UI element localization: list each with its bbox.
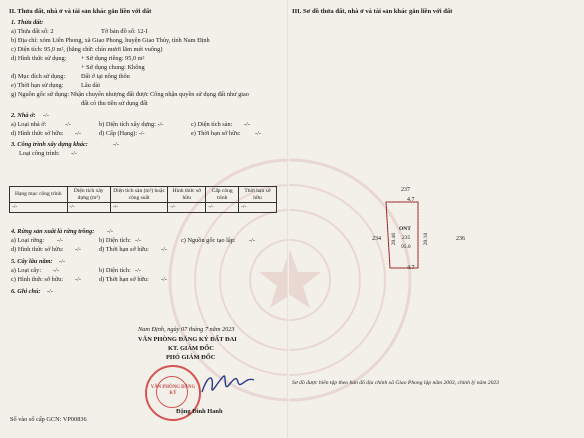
neighbor-west: 234 [372,236,381,242]
origin-line-1: g) Nguồn gốc sử dụng: Nhận chuyển nhượng đất được Công nhận quyền sử dụng đất như giao [11,91,249,98]
forest-term-value: -/- [161,246,167,253]
table-cell: -/- [10,203,68,213]
deputy-title: PHÓ GIÁM ĐỐC [166,354,216,361]
tree-ownership: c) Hình thức sở hữu: [11,276,64,283]
width-bottom: 4.7 [407,265,415,271]
stamp-text: VĂN PHÒNG ĐĂNG KÝ [150,385,196,396]
origin-line-2: đất có thu tiền sử dụng đất [81,100,148,107]
ownership-term-value: -/- [255,130,261,137]
ownership-term: e) Thời hạn sở hữu: [191,130,241,137]
usage-form-label: d) Hình thức sử dụng: [11,55,67,62]
forest-area: b) Diện tích: [99,237,131,244]
perennial-heading: 5. Cây lâu năm: [11,258,53,265]
width-top: 4.7 [407,197,415,203]
forest-heading-dash: -/- [107,228,113,235]
height-right: 20.18 [423,232,430,246]
forest-origin-value: -/- [249,237,255,244]
office-name: VĂN PHÒNG ĐĂNG KÝ ĐẤT ĐAI [138,336,237,343]
purpose-label: đ) Mục đích sử dụng: [11,73,66,80]
forest-heading: 4. Rừng sản xuất là rừng trồng: [11,228,95,235]
issue-date: Nam Định, ngày 07 tháng 7 năm 2023 [138,326,235,333]
ownership-form-value: -/- [75,130,81,137]
forest-term: đ) Thời hạn sở hữu: [99,246,149,253]
tree-term-value: -/- [161,276,167,283]
house-type-value: -/- [65,121,71,128]
house-grade: đ) Cấp (Hạng): -/- [99,130,145,137]
table-header: Cấp công trình [206,187,239,203]
term-value: Lâu dài [81,82,101,89]
tree-type: a) Loại cây: [11,267,42,274]
parcel-id: 235 [402,235,411,241]
section-2-title: II. Thửa đất, nhà ở và tài sản khác gắn liền với đất [9,8,152,15]
deputy-label: KT. GIÁM ĐỐC [168,345,214,352]
table-cell: -/- [67,203,110,213]
table-header: Diện tích sàn (m²) hoặc công suất [110,187,167,203]
forest-type: a) Loại rừng: [11,237,45,244]
tree-ownership-value: -/- [75,276,81,283]
tree-type-value: -/- [53,267,59,274]
signature [198,370,258,400]
works-type-value: -/- [71,150,77,157]
building-area: b) Diện tích xây dựng: -/- [99,121,164,128]
serial-number: Số vào sổ cấp GCN: VP00836 [10,416,87,423]
map-sheet-number: Tờ bản đồ số: 12-I [101,28,148,35]
tree-area: b) Diện tích: [99,267,131,274]
parcel-diagram [360,186,450,278]
land-heading: 1. Thửa đất: [11,19,44,26]
floor-area-value: -/- [244,121,250,128]
neighbor-north: 237 [401,187,410,193]
other-works-heading: 3. Công trình xây dựng khác: [11,141,88,148]
section-3-title: III. Sơ đồ thửa đất, nhà ở và tài sản khác gắn liền với đất [292,8,453,15]
table-cell: -/- [206,203,239,213]
tree-term: d) Thời hạn sở hữu: [99,276,149,283]
area: c) Diện tích: 95,0 m², (bằng chữ: chín mươi lăm mét vuông) [11,46,163,53]
tree-area-value: -/- [135,267,141,274]
term-label: e) Thời hạn sử dụng: [11,82,64,89]
signer-name: Đặng Đình Hanh [176,408,223,415]
house-heading: 2. Nhà ở: [11,112,36,119]
page-fold [287,0,289,438]
table-row [10,203,277,213]
table-cell: -/- [238,203,276,213]
table-cell: -/- [168,203,206,213]
notes-value: -/- [47,288,53,295]
address: b) Địa chỉ: xóm Liên Phong, xã Giao Phong, huyện Giao Thủy, tỉnh Nam Định [11,37,210,44]
forest-type-value: -/- [57,237,63,244]
house-type: a) Loại nhà ở: [11,121,47,128]
table-header: Diện tích xây dựng (m²) [67,187,110,203]
house-heading-dash: -/- [43,112,49,119]
shared-use: + Sử dụng chung: Không [81,64,145,71]
other-works-dash: -/- [113,141,119,148]
land-code: ONT [399,226,411,232]
perennial-heading-dash: -/- [59,258,65,265]
neighbor-east: 236 [456,236,465,242]
diagram-note: Sơ đồ được biên tập theo bản đồ địa chính xã Giao Phong lập năm 2003, chỉnh lý năm 2023 [292,380,499,386]
table-header: Thời hạn sở hữu [238,187,276,203]
purpose-value: Đất ở tại nông thôn [81,73,130,80]
forest-ownership: d) Hình thức sở hữu: [11,246,64,253]
table-header: Hình thức sở hữu [168,187,206,203]
ownership-form: d) Hình thức sở hữu: [11,130,64,137]
forest-ownership-value: -/- [75,246,81,253]
table-cell: -/- [110,203,167,213]
parcel-area: 95.0 [401,244,411,250]
floor-area: c) Diện tích sàn: [191,121,233,128]
forest-area-value: -/- [135,237,141,244]
table-header: Hạng mục công trình [10,187,68,203]
works-table [9,186,277,213]
works-type: Loại công trình: [19,150,60,157]
table-header-row [10,187,277,203]
parcel-number: a) Thửa đất số: 2 [11,28,54,35]
private-use: + Sử dụng riêng: 95,0 m² [81,55,145,62]
forest-origin: c) Nguồn gốc tạo lập: [181,237,236,244]
height-left: 20.46 [391,232,398,246]
notes-heading: 6. Ghi chú: [11,288,41,295]
